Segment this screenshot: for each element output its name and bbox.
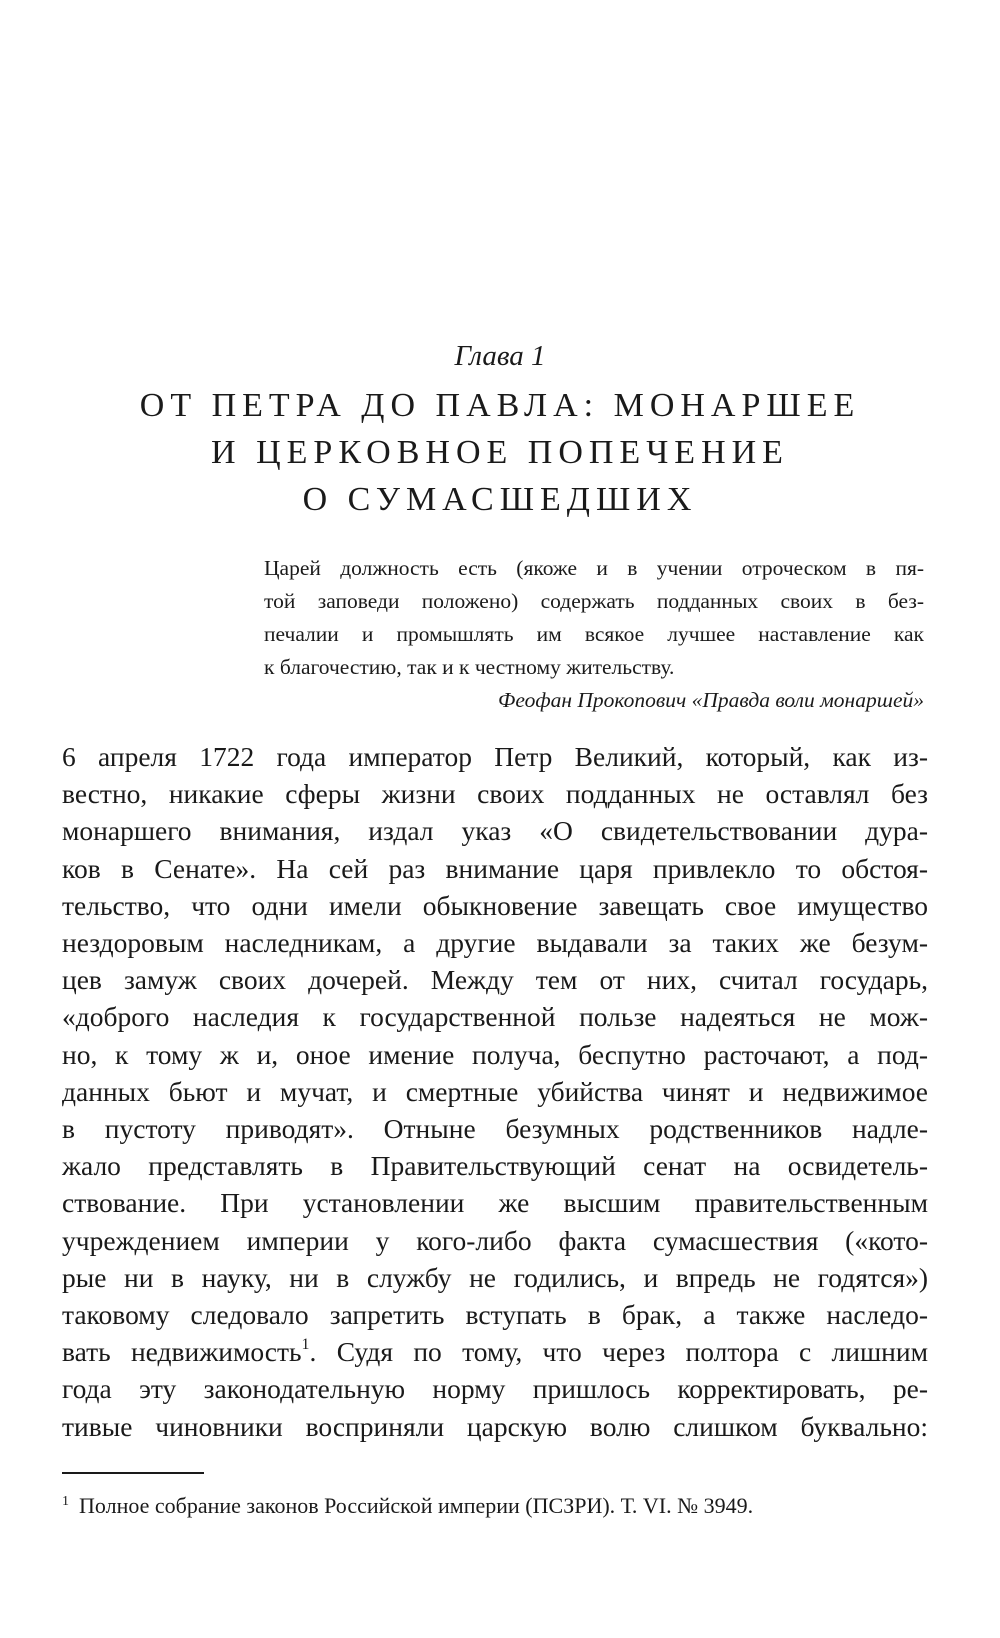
body-line-fragment: вать недвижимость [62, 1336, 302, 1368]
body-line: монаршего внимания, издал указ «О свидетельствовании дура- [62, 815, 928, 847]
body-line: в пустоту приводят». Отныне безумных родственников надле- [62, 1113, 928, 1145]
body-text [62, 738, 928, 1445]
body-line: тельство, что одни имели обыкновение завещать свое имущество [62, 889, 928, 921]
body-line: цев замуж своих дочерей. Между тем от них, считал государь, [62, 964, 928, 996]
chapter-title-line: И ЦЕРКОВНОЕ ПОПЕЧЕНИЕ [211, 434, 789, 471]
body-line: тивые чиновники восприняли царскую волю слишком буквально: [62, 1410, 928, 1442]
footnote-text: Полное собрание законов Российской империи (ПСЗРИ). Т. VI. № 3949. [79, 1493, 754, 1518]
footnote [62, 1491, 928, 1521]
footnote-ref[interactable]: 1 [301, 1336, 310, 1354]
body-line: года эту законодательную норму пришлось корректировать, ре- [62, 1373, 928, 1405]
epigraph-line: печалии и промышлять им всякое лучшее наставление как [264, 622, 924, 646]
chapter-title-line: О СУМАСШЕДШИХ [302, 481, 698, 518]
body-line: вестно, никакие сферы жизни своих подданных не оставлял без [62, 778, 928, 810]
body-line-fragment: . Судя по тому, что через полтора с лишним [309, 1336, 928, 1368]
footnote-mark: 1 [62, 1494, 69, 1509]
chapter-title-line: ОТ ПЕТРА ДО ПАВЛА: МОНАРШЕЕ [139, 387, 861, 424]
body-line: но, к тому ж и, оное имение получа, беспутно расточают, а под- [62, 1038, 928, 1070]
epigraph-line: Царей должность есть (якоже и в учении отроческом в пя- [264, 556, 924, 580]
body-line-with-footnote [62, 1333, 928, 1370]
body-line: таковому следовало запретить вступать в брак, а также наследо- [62, 1299, 928, 1331]
body-line: 6 апреля 1722 года император Петр Великий, который, как из- [62, 741, 928, 772]
epigraph-line: той заповеди положено) содержать подданных своих в без- [264, 589, 924, 613]
body-line: учреждением империи у кого-либо факта сумасшествия («кото- [62, 1224, 928, 1256]
body-line: рые ни в науку, ни в службу не годились, и впредь не годятся») [62, 1261, 928, 1293]
epigraph-attribution: Феофан Прокопович «Правда воли монаршей» [498, 688, 924, 712]
epigraph [264, 552, 924, 717]
body-line: ствование. При установлении же высшим правительственным [62, 1187, 928, 1219]
body-line: нездоровым наследникам, а другие выдавали за таких же безум- [62, 927, 928, 959]
chapter-title [60, 382, 940, 523]
footnote-divider [62, 1472, 204, 1474]
body-line: ков в Сенате». На сей раз внимание царя привлекло то обстоя- [62, 852, 928, 884]
body-line: данных бьют и мучат, и смертные убийства чинят и недвижимое [62, 1075, 928, 1107]
epigraph-line: к благочестию, так и к честному жительству. [264, 655, 675, 679]
body-line: «доброго наследия к государственной пользе надеяться не мож- [62, 1001, 928, 1033]
chapter-label: Глава 1 [454, 340, 546, 372]
body-line: жало представлять в Правительствующий сенат на освидетель- [62, 1150, 928, 1182]
